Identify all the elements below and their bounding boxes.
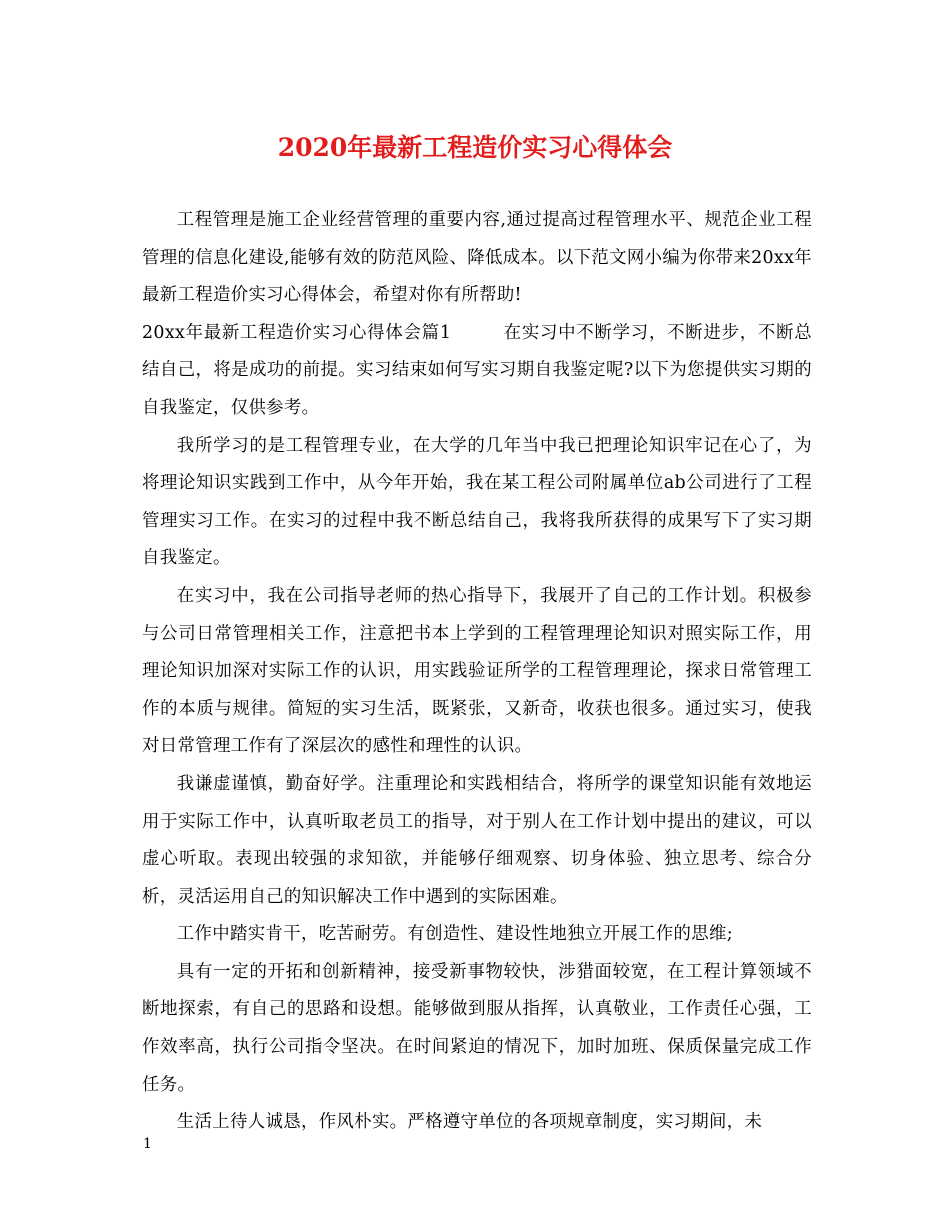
body-paragraph-1: 我所学习的是工程管理专业，在大学的几年当中我已把理论知识牢记在心了，为将理论知识实践到工作中，从今年开始，我在某工程公司附属单位ab公司进行了工程管理实习工作。在实习的过程中我不断总结自己，我将我所获得的成果写下了实习期自我鉴定。: [142, 435, 812, 569]
body-paragraph-4: 工作中踏实肯干，吃苦耐劳。有创造性、建设性地独立开展工作的思维;: [176, 924, 733, 945]
document-body: [142, 202, 812, 1142]
section-first-paragraph: [142, 315, 812, 428]
body-paragraph-6: 生活上待人诚恳，作风朴实。严格遵守单位的各项规章制度，实习期间，未: [176, 1112, 763, 1133]
body-paragraph-3: 我谦虚谨慎，勤奋好学。注重理论和实践相结合，将所学的课堂知识能有效地运用于实际工作中，认真听取老员工的指导，对于别人在工作计划中提出的建议，可以虚心听取。表现出较强的求知欲，并能够仔细观察、切身体验、独立思考、综合分析，灵活运用自己的知识解决工作中遇到的实际困难。: [142, 773, 812, 907]
section-lead-text: 在实习中不断学习，不断进步，不断总结自己，将是成功的前提。实习结束如何写实习期自我鉴定呢?以下为您提供实习期的自我鉴定，仅供参考。: [142, 322, 812, 418]
body-paragraph-2: 在实习中，我在公司指导老师的热心指导下，我展开了自己的工作计划。积极参与公司日常管理相关工作，注意把书本上学到的工程管理理论知识对照实际工作，用理论知识加深对实际工作的认识，用实践验证所学的工程管理理论，探求日常管理工作的本质与规律。简短的实习生活，既紧张，又新奇，收获也很多。通过实习，使我对日常管理工作有了深层次的感性和理性的认识。: [142, 585, 812, 757]
document-title: 2020年最新工程造价实习心得体会: [277, 133, 673, 162]
section-heading: 20xx年最新工程造价实习心得体会篇1: [142, 322, 452, 343]
page-number: 1: [143, 1136, 152, 1152]
body-paragraph-5: 具有一定的开拓和创新精神，接受新事物较快，涉猎面较宽，在工程计算领域不断地探索，有自己的思路和设想。能够做到服从指挥，认真敬业，工作责任心强，工作效率高，执行公司指令坚决。在时间紧迫的情况下，加时加班、保质保量完成工作任务。: [142, 961, 812, 1095]
intro-paragraph: 工程管理是施工企业经营管理的重要内容,通过提高过程管理水平、规范企业工程管理的信息化建设,能够有效的防范风险、降低成本。以下范文网小编为你带来20xx年最新工程造价实习心得体会，希望对你有所帮助!: [142, 210, 812, 306]
